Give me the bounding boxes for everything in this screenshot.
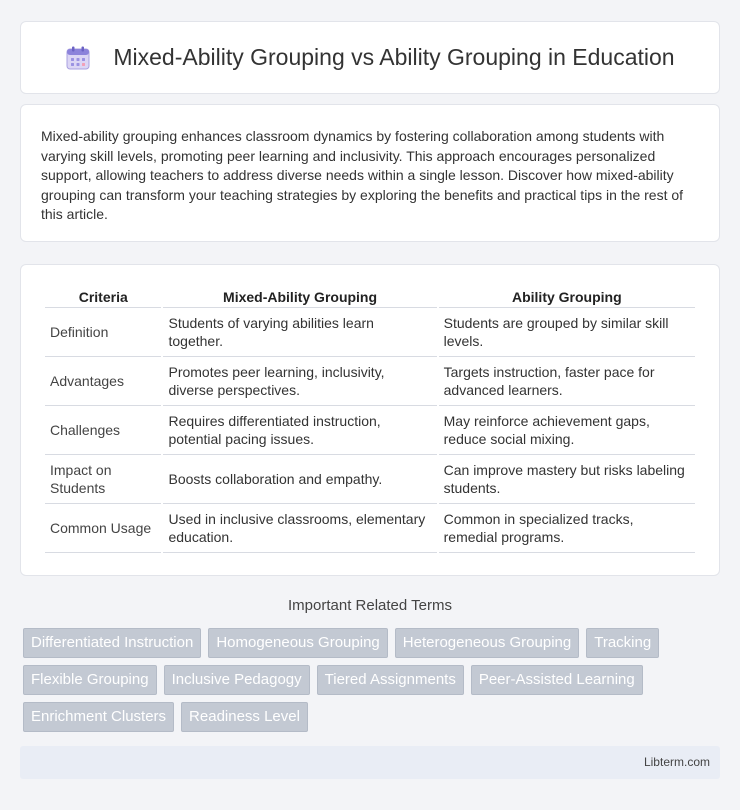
ability-cell: Common in specialized tracks, remedial programs. [439,504,695,553]
related-terms-list [23,628,723,732]
related-term-tag[interactable]: Homogeneous Grouping [208,628,387,658]
ability-cell: Targets instruction, faster pace for advanced learners. [439,357,695,406]
table-header-row [45,285,695,308]
table-row [45,504,695,553]
related-term-tag[interactable]: Peer-Assisted Learning [471,665,643,695]
mixed-ability-cell: Students of varying abilities learn together. [163,308,436,357]
criteria-cell: Impact on Students [45,455,161,504]
related-term-tag[interactable]: Tiered Assignments [317,665,464,695]
footer-site-link[interactable]: Libterm.com [643,755,710,769]
calendar-icon [65,45,91,71]
table-row [45,357,695,406]
criteria-cell: Challenges [45,406,161,455]
header-card [20,21,720,94]
ability-cell: May reinforce achievement gaps, reduce social mixing. [439,406,695,455]
table-row [45,406,695,455]
mixed-ability-cell: Requires differentiated instruction, potential pacing issues. [163,406,436,455]
mixed-ability-cell: Promotes peer learning, inclusivity, diverse perspectives. [163,357,436,406]
related-term-tag[interactable]: Readiness Level [181,702,308,732]
intro-card [20,104,720,242]
mixed-ability-cell: Boosts collaboration and empathy. [163,455,436,504]
page-title: Mixed-Ability Grouping vs Ability Grouping in Education [113,44,675,70]
column-header: Mixed-Ability Grouping [163,285,436,308]
related-terms-title: Important Related Terms [288,597,452,614]
criteria-cell: Definition [45,308,161,357]
mixed-ability-cell: Used in inclusive classrooms, elementary education. [163,504,436,553]
related-term-tag[interactable]: Inclusive Pedagogy [164,665,310,695]
ability-cell: Can improve mastery but risks labeling students. [439,455,695,504]
related-term-tag[interactable]: Differentiated Instruction [23,628,201,658]
ability-cell: Students are grouped by similar skill levels. [439,308,695,357]
related-term-tag[interactable]: Enrichment Clusters [23,702,174,732]
intro-text: Mixed-ability grouping enhances classroom dynamics by fostering collaboration among students with varying skill levels, promoting peer learning and inclusivity. This approach encourages personalized support, allowing teachers to address diverse needs within a single lesson. Discover how mixed-ability grouping can transform your teaching strategies by exploring the benefits and practical tips in the rest of this article. [41,128,684,223]
related-term-tag[interactable]: Flexible Grouping [23,665,157,695]
comparison-table [43,285,697,553]
related-term-tag[interactable]: Tracking [586,628,659,658]
footer [20,746,720,779]
related-term-tag[interactable]: Heterogeneous Grouping [395,628,579,658]
comparison-table-card [20,264,720,576]
column-header: Ability Grouping [439,285,695,308]
table-row [45,308,695,357]
column-header: Criteria [45,285,161,308]
table-row [45,455,695,504]
criteria-cell: Common Usage [45,504,161,553]
criteria-cell: Advantages [45,357,161,406]
